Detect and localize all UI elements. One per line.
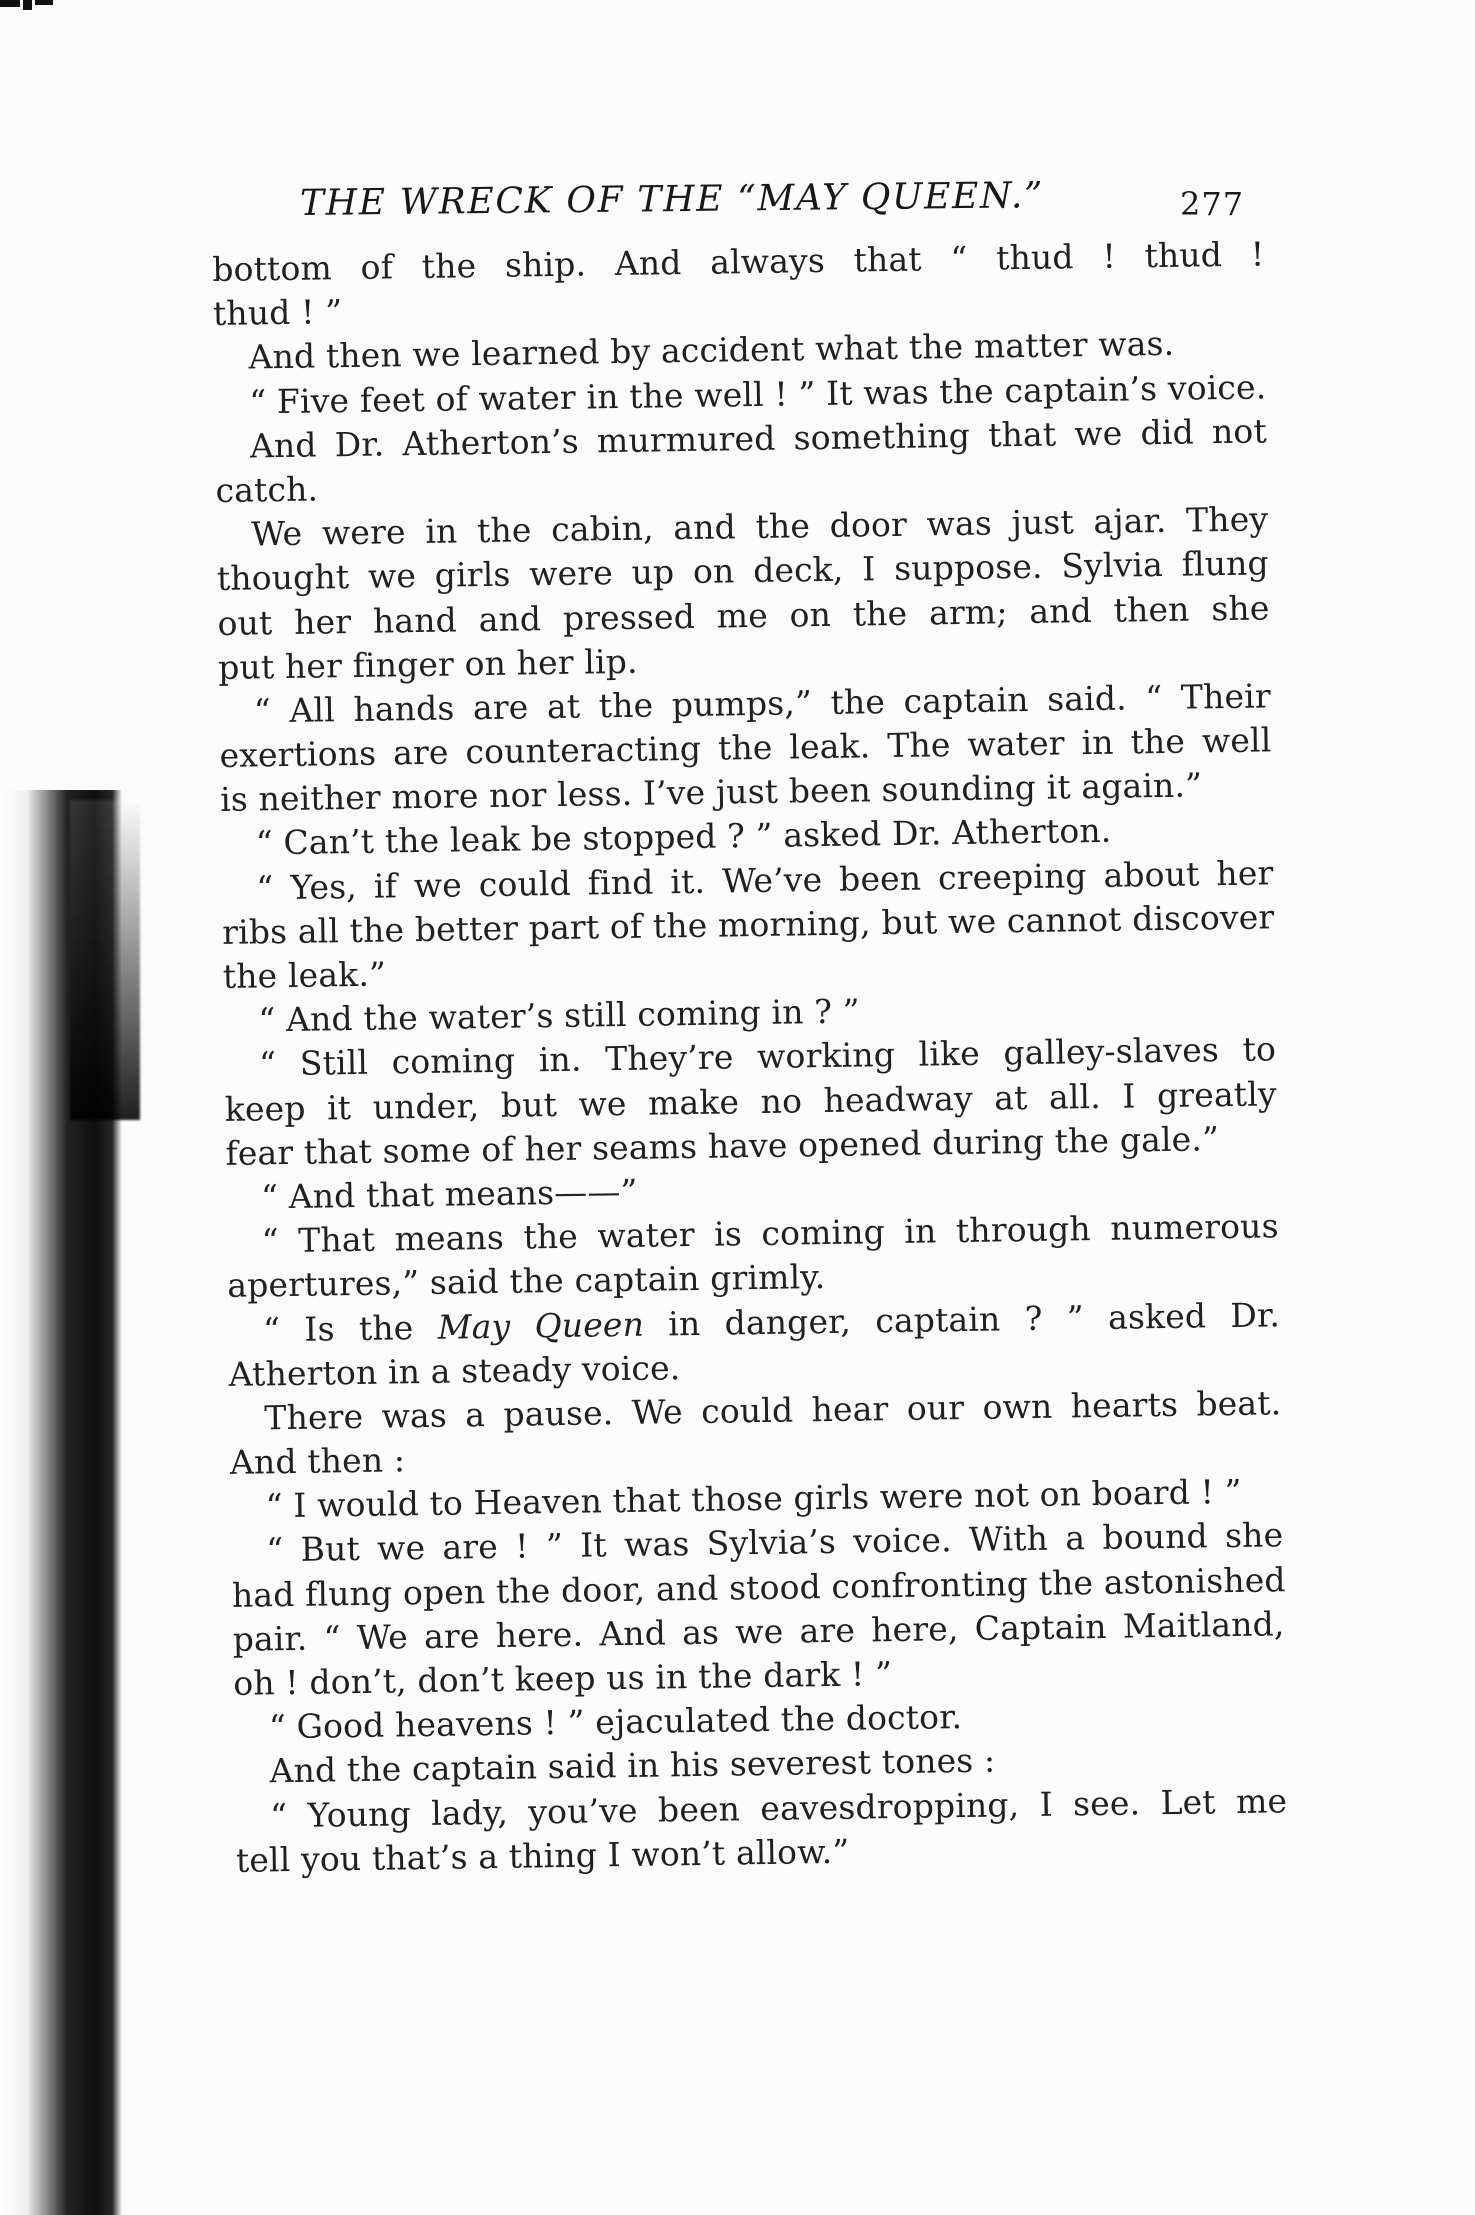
text-line: “ That means the water is coming in through numerous <box>261 1206 1279 1261</box>
text-line: And then we learned by accident what the matter was. <box>248 324 1175 377</box>
text-line: exertions are counteracting the leak. The water in the well <box>219 720 1272 776</box>
text-line: There was a pause. We could hear our own hearts beat. <box>264 1383 1282 1438</box>
text-line: fear that some of her seams have opened during the gale.” <box>225 1118 1220 1173</box>
text-fragment: “ Is the <box>262 1307 439 1349</box>
text-line: “ But we are ! ” It was Sylvia’s voice. With a bound she <box>266 1515 1284 1570</box>
ship-name: May Queen <box>437 1304 645 1347</box>
text-line: “ Still coming in. They’re working like galley-slaves to <box>258 1029 1277 1084</box>
text-line: “ All hands are at the pumps,” the captain said. “ Their <box>253 676 1272 731</box>
text-line: pair. “ We are here. And as we are here, Captain Maitland, <box>232 1604 1285 1659</box>
text-line: And the captain said in his severest tones : <box>269 1740 996 1791</box>
text-line: “ Five feet of water in the well ! ” It was the captain’s voice. <box>248 366 1267 422</box>
text-line: oh ! don’t, don’t keep us in the dark ! ” <box>233 1654 893 1703</box>
text-line: tell you that’s a thing I won’t allow.” <box>235 1831 850 1880</box>
body-text <box>212 232 1288 1882</box>
text-line: “ And that means——” <box>260 1171 638 1217</box>
text-line: the leak.” <box>222 954 387 996</box>
text-line: thud ! ” <box>212 292 343 334</box>
scan-corner-mark <box>0 0 78 18</box>
text-line: Atherton in a steady voice. <box>228 1347 681 1394</box>
text-line: bottom of the ship. And always that “ thud ! thud ! <box>212 234 1265 289</box>
text-line: ribs all the better part of the morning, but we cannot discover <box>221 897 1275 952</box>
text-line: catch. <box>215 469 319 510</box>
text-line: “ Young lady, you’ve been eavesdropping, I see. Let me <box>269 1780 1288 1835</box>
text-line: thought we girls were up on deck, I suppose. Sylvia flung <box>216 543 1270 599</box>
text-line: “ I would to Heaven that those girls were not on board ! ” <box>265 1472 1242 1526</box>
text-fragment: in danger, captain ? ” asked Dr. <box>643 1294 1281 1344</box>
page-number: 277 <box>1180 185 1245 223</box>
text-line: put her finger on her lip. <box>217 641 638 687</box>
text-line: had flung open the door, and stood confronting the astonished <box>231 1559 1286 1615</box>
text-line: We were in the cabin, and the door was just ajar. They <box>250 499 1269 554</box>
text-line: out her hand and pressed me on the arm; and then she <box>217 587 1270 643</box>
text-line: “ And the water’s still coming in ? ” <box>258 991 860 1040</box>
text-line: And Dr. Atherton’s murmured something that we did not <box>249 411 1268 466</box>
text-line: “ Good heavens ! ” ejaculated the doctor. <box>268 1697 963 1747</box>
text-line: is neither more nor less. I’ve just been sounding it again.” <box>219 765 1203 820</box>
text-line: keep it under, but we make no headway at all. I greatly <box>224 1073 1277 1129</box>
text-line: “ Yes, if we could find it. We’ve been creeping about her <box>256 852 1274 908</box>
text-line: “ Can’t the leak be stopped ? ” asked Dr. Atherton. <box>255 811 1112 863</box>
text-line: And then : <box>229 1440 406 1482</box>
running-header: THE WRECK OF THE “MAY QUEEN.” <box>299 175 1045 224</box>
binding-shadow-fade <box>70 800 140 1120</box>
text-line: apertures,” said the captain grimly. <box>227 1257 826 1306</box>
